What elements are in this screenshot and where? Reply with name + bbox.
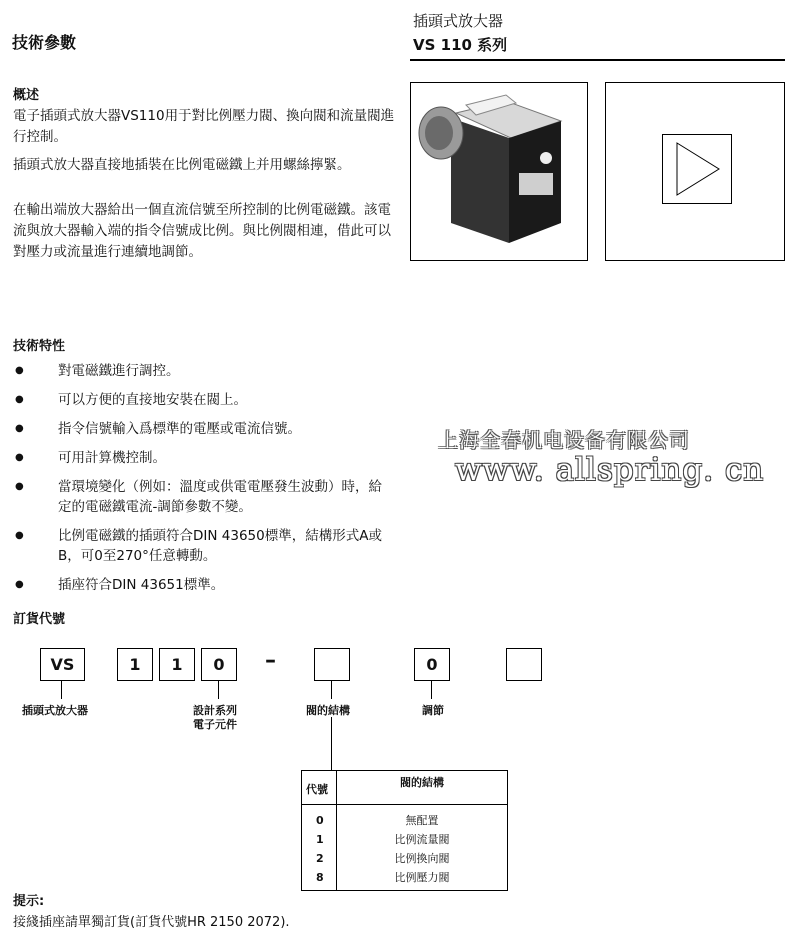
product-series: VS 110 系列 <box>413 36 508 54</box>
table-desc: 比例換向閥 <box>394 852 450 865</box>
table-header-structure: 閥的結構 <box>337 771 508 805</box>
label-amplifier: 插頭式放大器 <box>22 704 88 717</box>
amplifier-symbol-box <box>605 82 785 261</box>
table-code: 8 <box>316 871 324 884</box>
watermark-company: 上海全春机电设备有限公司 <box>438 428 690 452</box>
code-box-valve-structure <box>314 648 350 681</box>
label-adjustment: 調節 <box>422 704 444 717</box>
code-box-digit-1: 1 <box>117 648 153 681</box>
overview-para-3: 在輸出端放大器給出一個直流信號至所控制的比例電磁鐵。該電流與放大器輸入端的指令信號成比例。與比例閥相連，借此可以對壓力或流量進行連續地調節。 <box>13 202 391 260</box>
table-desc: 比例流量閥 <box>394 833 450 846</box>
valve-structure-table <box>301 770 508 891</box>
connector-line <box>431 680 432 699</box>
feature-item: ● 可以方便的直接地安裝在閥上。 <box>13 390 393 410</box>
feature-item: ● 指令信號輸入爲標準的電壓或電流信號。 <box>13 419 393 439</box>
note-text: 接綫插座請單獨訂貨(訂貨代號HR 2150 2072). <box>13 915 290 930</box>
ordering-heading: 訂貨代號 <box>13 612 66 627</box>
connector-line <box>61 680 62 699</box>
watermark-url: www. allspring. cn <box>455 452 765 488</box>
table-code: 2 <box>316 852 324 865</box>
connector-line <box>331 680 332 699</box>
feature-item: ● 比例電磁鐵的插頭符合DIN 43650標準，結構形式A或B，可0至270°任意轉動。 <box>13 526 393 566</box>
table-desc: 無配置 <box>405 814 439 827</box>
code-dash: – <box>265 648 276 673</box>
table-code: 1 <box>316 833 324 846</box>
features-list <box>13 361 393 604</box>
amplifier-symbol <box>662 134 732 204</box>
feature-item: ● 當環境變化（例如：溫度或供電電壓發生波動）時，給定的電磁鐵電流-調節參數不變。 <box>13 477 393 517</box>
note-heading: 提示: <box>13 894 45 909</box>
label-component: 電子元件 <box>193 718 237 731</box>
feature-item: ● 可用計算機控制。 <box>13 448 393 468</box>
triangle-amplifier-icon <box>663 135 731 203</box>
code-box-type: VS <box>40 648 85 681</box>
overview-para-2: 插頭式放大器直接地插裝在比例電磁鐵上并用螺絲擰緊。 <box>13 157 351 173</box>
label-valve-structure: 閥的結構 <box>306 704 350 717</box>
overview-para-1: 電子插頭式放大器VS110用于對比例壓力閥、換向閥和流量閥進行控制。 <box>13 108 395 145</box>
product-name: 插頭式放大器 <box>413 12 504 30</box>
feature-item: ● 插座符合DIN 43651標準。 <box>13 575 393 595</box>
table-codes-cell <box>302 805 337 891</box>
table-header-code: 代號 <box>302 771 337 805</box>
code-box-adjustment: 0 <box>414 648 450 681</box>
amplifier-plug-image <box>411 83 587 260</box>
connector-line <box>218 680 219 699</box>
product-photo <box>410 82 588 261</box>
code-box-digit-2: 1 <box>159 648 195 681</box>
table-desc-cell <box>337 805 508 891</box>
label-series: 設計系列 <box>193 704 237 717</box>
header-rule <box>410 59 785 61</box>
code-box-extra <box>506 648 542 681</box>
table-desc: 比例壓力閥 <box>394 871 450 884</box>
overview-heading: 概述 <box>13 88 40 103</box>
connector-line-to-table <box>331 717 332 770</box>
page-title: 技術參數 <box>12 33 77 52</box>
features-heading: 技術特性 <box>13 339 66 354</box>
table-code: 0 <box>316 814 324 827</box>
feature-item: ● 對電磁鐵進行調控。 <box>13 361 393 381</box>
code-box-digit-3: 0 <box>201 648 237 681</box>
